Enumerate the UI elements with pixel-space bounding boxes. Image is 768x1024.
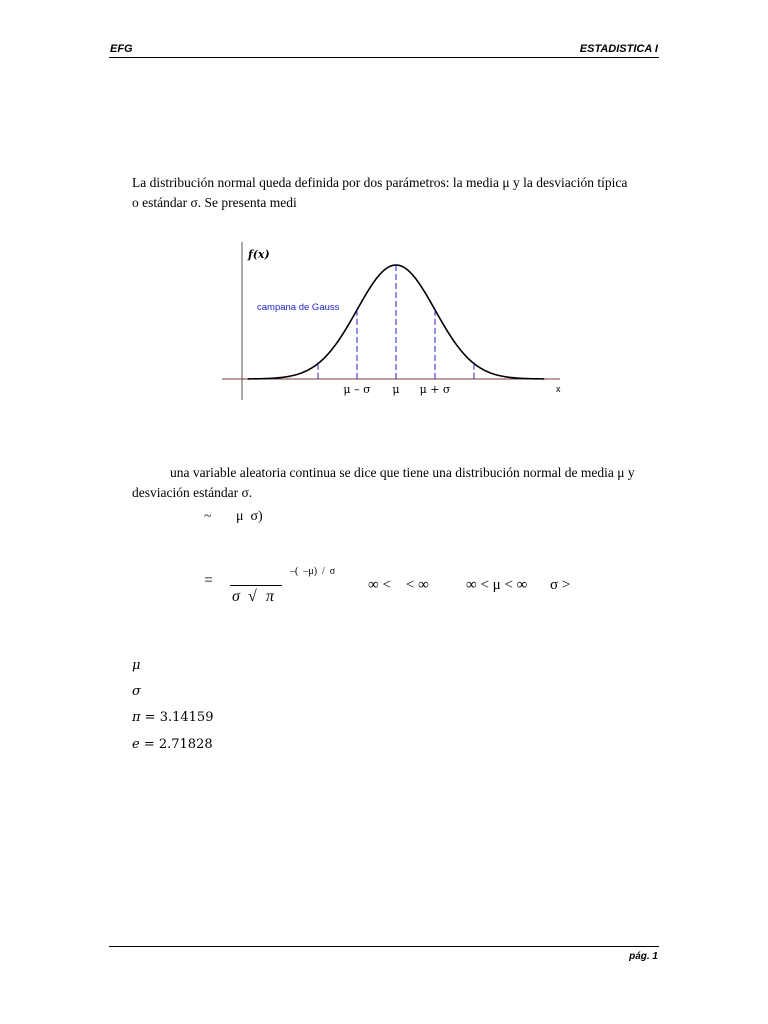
def-e <box>132 737 213 752</box>
def-pi-value: = 3.14159 <box>140 710 214 725</box>
density-fraction-bar <box>230 585 282 586</box>
density-exponent: –( –μ) / σ <box>290 566 336 577</box>
density-pi: π <box>266 588 275 605</box>
density-equals: = <box>204 572 214 589</box>
formula-mu-sigma: μ σ) <box>236 509 263 524</box>
gauss-chart-svg <box>220 238 580 404</box>
x-tick-label: μ <box>392 383 400 396</box>
def-pi <box>132 710 213 725</box>
header-left: EFG <box>110 43 133 55</box>
definition-paragraph <box>132 463 658 503</box>
header-right: ESTADISTICA I <box>579 43 658 55</box>
intro-paragraph <box>132 173 658 213</box>
density-sqrt-sign: √ <box>248 588 257 605</box>
page-number: pág. 1 <box>629 951 658 962</box>
header-rule <box>109 57 659 58</box>
domain-condition-sigma: σ > <box>550 577 571 593</box>
def-mu-symbol: μ <box>132 658 141 673</box>
definition-line-1: una variable aleatoria continua se dice que tiene una distribución normal de media μ y <box>170 465 635 480</box>
def-sigma <box>132 684 141 699</box>
gauss-chart <box>220 238 580 404</box>
domain-condition-mu: ∞ < μ < ∞ <box>466 577 528 593</box>
intro-line-1: La distribución normal queda definida por dos parámetros: la media μ y la desviación típica <box>132 175 628 190</box>
x-tick-label: μ – σ <box>343 383 371 396</box>
def-pi-symbol: π <box>132 710 141 725</box>
x-tick-label: μ + σ <box>419 383 451 396</box>
def-sigma-symbol: σ <box>132 684 141 699</box>
y-axis-label: f(x) <box>248 248 270 261</box>
def-mu <box>132 658 140 673</box>
def-e-symbol: e <box>132 737 140 752</box>
x-axis-label: x <box>556 384 561 394</box>
density-denominator-sigma: σ <box>232 588 240 605</box>
def-e-value: = 2.71828 <box>139 737 213 752</box>
definition-line-2: desviación estándar σ. <box>132 485 253 500</box>
footer-rule <box>109 946 659 947</box>
gauss-annotation: campana de Gauss <box>257 302 340 313</box>
domain-condition-x: ∞ < < ∞ <box>368 577 429 593</box>
formula-tilde: ~ <box>204 509 212 524</box>
intro-line-2: o estándar σ. Se presenta medi <box>132 195 297 210</box>
